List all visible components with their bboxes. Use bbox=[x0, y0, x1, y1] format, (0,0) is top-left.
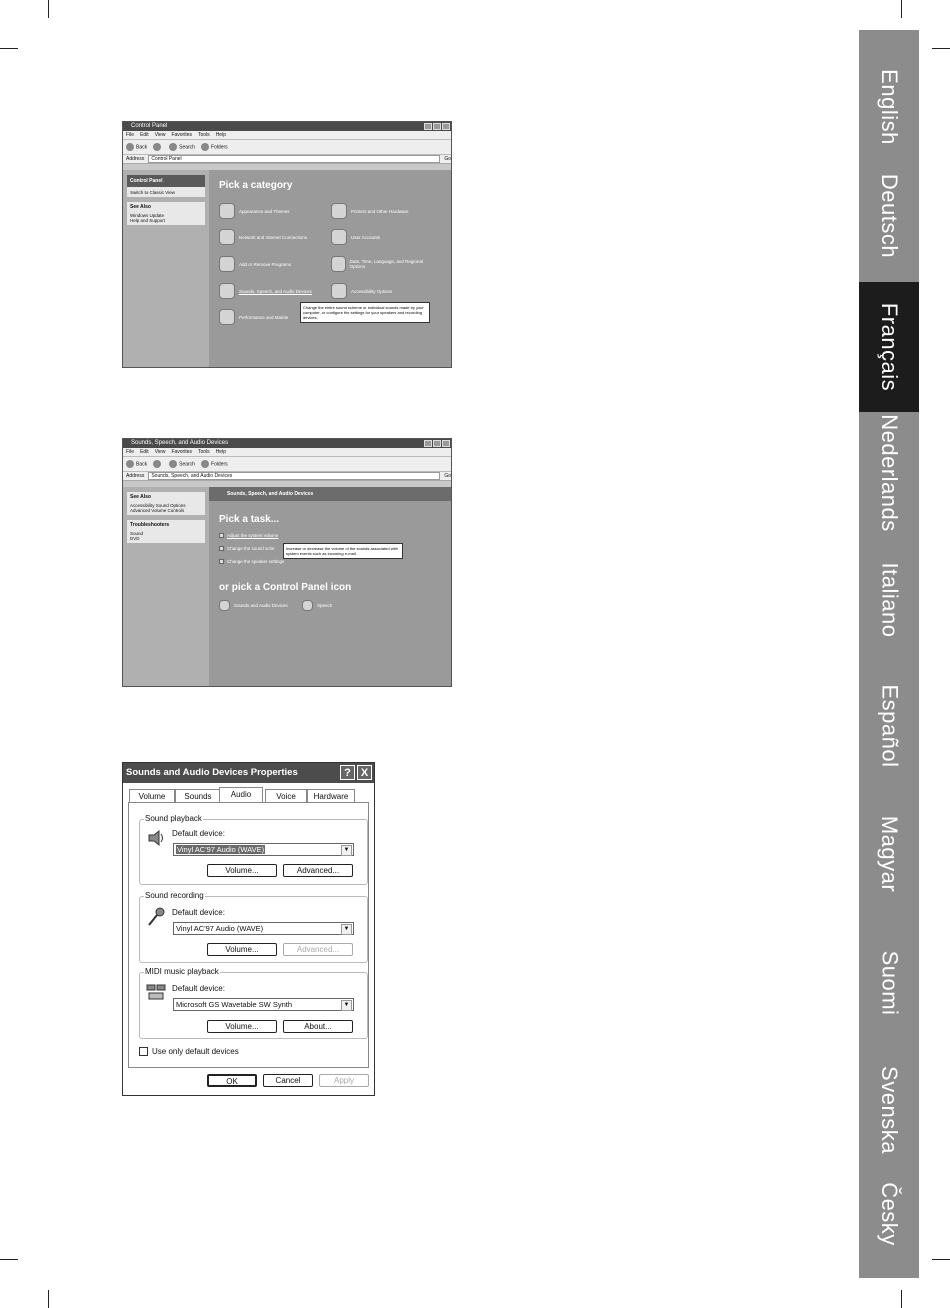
see-also-link[interactable]: Accessibility Sound Options bbox=[130, 503, 186, 508]
menu-edit[interactable]: Edit bbox=[140, 132, 149, 138]
category-label: Date, Time, Language, and Regional Options bbox=[349, 259, 423, 269]
dialog-titlebar bbox=[123, 763, 374, 783]
icon-sounds-audio[interactable] bbox=[219, 600, 288, 611]
audio-tab-page bbox=[128, 802, 369, 1068]
menu-favorites[interactable]: Favorites bbox=[171, 132, 192, 138]
menu-help[interactable]: Help bbox=[215, 449, 226, 455]
crop-mark bbox=[0, 48, 18, 49]
category-printers[interactable] bbox=[331, 203, 409, 219]
forward-icon[interactable] bbox=[153, 460, 161, 468]
select-value: Microsoft GS Wavetable SW Synth bbox=[176, 1000, 293, 1009]
checkbox-label: Use only default devices bbox=[152, 1047, 239, 1056]
lang-label: Magyar bbox=[877, 815, 903, 893]
minimize-button[interactable] bbox=[424, 123, 432, 130]
back-label: Back bbox=[136, 144, 148, 151]
see-also-link[interactable]: Help and Support bbox=[130, 218, 166, 223]
banner-label: Sounds, Speech, and Audio Devices bbox=[227, 491, 314, 497]
category-sounds[interactable] bbox=[219, 283, 312, 299]
window-title: Sounds, Speech, and Audio Devices bbox=[131, 440, 229, 446]
task-arrow-icon bbox=[219, 533, 224, 538]
back-icon bbox=[126, 143, 134, 151]
speaker-icon bbox=[146, 828, 166, 848]
microphone-icon bbox=[146, 907, 166, 927]
close-button[interactable] bbox=[442, 123, 450, 130]
default-device-label: Default device: bbox=[172, 908, 225, 917]
panel-title: Control Panel bbox=[127, 175, 205, 187]
tab-volume[interactable]: Volume bbox=[129, 789, 175, 802]
address-label: Address bbox=[126, 473, 145, 479]
search-label: Search bbox=[179, 144, 195, 151]
crop-mark bbox=[932, 1259, 950, 1260]
folders-label: Folders bbox=[210, 461, 228, 468]
use-default-devices-checkbox[interactable] bbox=[139, 1047, 239, 1056]
menu-file[interactable]: File bbox=[126, 132, 135, 138]
task-arrow-icon bbox=[219, 546, 224, 551]
maximize-button[interactable] bbox=[433, 440, 441, 447]
crop-mark bbox=[901, 1290, 902, 1308]
window-titlebar bbox=[123, 439, 451, 448]
default-device-label: Default device: bbox=[172, 829, 225, 838]
recording-device-select[interactable] bbox=[173, 922, 354, 935]
pick-icon-heading: or pick a Control Panel icon bbox=[219, 582, 352, 593]
help-button[interactable]: ? bbox=[340, 765, 355, 780]
menu-tools[interactable]: Tools bbox=[198, 449, 210, 455]
tab-audio[interactable]: Audio bbox=[219, 787, 263, 803]
tooltip: Change the entire sound scheme or individual sounds made by your computer, or configure the settings for your speakers and recording devices. bbox=[300, 302, 430, 323]
printer-icon bbox=[331, 203, 347, 219]
network-icon bbox=[219, 229, 235, 245]
performance-icon bbox=[219, 309, 235, 325]
tab-voice[interactable]: Voice bbox=[265, 789, 307, 802]
ok-button[interactable]: OK bbox=[207, 1074, 257, 1087]
toolbar bbox=[123, 140, 451, 155]
lang-label: Español bbox=[877, 684, 903, 768]
folders-icon bbox=[201, 460, 209, 468]
midi-volume-button[interactable]: Volume... bbox=[207, 1020, 277, 1033]
lang-tab-suomi[interactable] bbox=[859, 918, 919, 1048]
troubleshooters-box bbox=[127, 520, 205, 543]
control-panel-box bbox=[127, 175, 205, 197]
go-button[interactable]: Go bbox=[444, 156, 451, 162]
folders-icon bbox=[201, 143, 209, 151]
lang-label: Français bbox=[877, 302, 903, 392]
folders-label: Folders bbox=[210, 144, 228, 151]
address-bar bbox=[123, 155, 451, 164]
lang-label: Italiano bbox=[877, 562, 903, 638]
apply-button[interactable]: Apply bbox=[319, 1074, 369, 1087]
see-also-box bbox=[127, 202, 205, 225]
appearance-icon bbox=[219, 203, 235, 219]
midi-device-select[interactable] bbox=[173, 998, 354, 1011]
search-icon bbox=[169, 460, 177, 468]
recording-volume-button[interactable]: Volume... bbox=[207, 943, 277, 956]
menu-help[interactable]: Help bbox=[215, 132, 226, 138]
select-value: Vinyl AC'97 Audio (WAVE) bbox=[176, 924, 264, 933]
midi-playback-group bbox=[139, 967, 368, 1039]
switch-view-link[interactable]: Switch to Classic View bbox=[130, 190, 175, 195]
address-bar bbox=[123, 472, 451, 481]
address-field[interactable]: Control Panel bbox=[148, 155, 440, 163]
see-also-title: See Also bbox=[130, 494, 151, 500]
speech-icon bbox=[302, 600, 313, 611]
cancel-button[interactable]: Cancel bbox=[263, 1074, 313, 1087]
category-accessibility[interactable] bbox=[331, 283, 392, 299]
chevron-down-icon: ▼ bbox=[341, 845, 352, 856]
lang-tab-deutsch[interactable] bbox=[859, 151, 919, 281]
dialog-title: Sounds and Audio Devices Properties bbox=[126, 767, 298, 778]
playback-volume-button[interactable]: Volume... bbox=[207, 864, 277, 877]
tooltip: Increase or decrease the volume of the sounds associated with system events such as incoming e-mail. bbox=[283, 543, 403, 559]
category-appearance[interactable] bbox=[219, 203, 289, 219]
see-also-link[interactable]: Advanced Volume Controls bbox=[130, 508, 185, 513]
search-button[interactable] bbox=[169, 143, 195, 151]
tab-hardware[interactable]: Hardware bbox=[307, 789, 355, 802]
category-banner bbox=[209, 487, 451, 501]
task-label: Change the sound sche bbox=[227, 546, 275, 551]
category-performance[interactable] bbox=[219, 309, 288, 325]
sound-recording-group bbox=[139, 891, 368, 963]
crop-mark bbox=[932, 48, 950, 49]
group-label: Sound playback bbox=[145, 814, 202, 823]
chevron-down-icon: ▼ bbox=[341, 924, 352, 935]
lang-tab-espanol[interactable] bbox=[859, 661, 919, 791]
lang-label: Suomi bbox=[877, 950, 903, 1016]
menu-bar bbox=[123, 448, 451, 457]
category-label: Add or Remove Programs bbox=[239, 261, 292, 267]
sounds-speech-window bbox=[122, 438, 452, 687]
default-device-label: Default device: bbox=[172, 984, 225, 993]
main-pane bbox=[209, 487, 451, 686]
speaker-icon bbox=[219, 600, 230, 611]
menu-bar bbox=[123, 131, 451, 140]
crop-mark bbox=[0, 1259, 18, 1260]
lang-label: Česky bbox=[877, 1182, 902, 1246]
search-icon bbox=[169, 143, 177, 151]
category-label: Accessibility Options bbox=[351, 288, 393, 294]
task-pane bbox=[123, 170, 209, 367]
lang-label: Nederlands bbox=[877, 414, 903, 532]
window-titlebar bbox=[123, 122, 451, 131]
search-button[interactable] bbox=[169, 460, 195, 468]
folders-button[interactable] bbox=[201, 460, 228, 468]
category-date-time[interactable] bbox=[331, 256, 431, 272]
menu-view[interactable]: View bbox=[154, 449, 166, 455]
music-note-icon bbox=[219, 283, 235, 299]
category-label: Performance and Mainte bbox=[239, 314, 289, 320]
clock-icon bbox=[331, 256, 346, 272]
programs-icon bbox=[219, 256, 235, 272]
sounds-audio-properties-dialog bbox=[122, 762, 375, 1096]
midi-about-button[interactable]: About... bbox=[283, 1020, 353, 1033]
back-button[interactable] bbox=[126, 143, 147, 151]
crop-mark bbox=[48, 0, 49, 18]
close-button[interactable] bbox=[442, 440, 450, 447]
address-label: Address bbox=[126, 156, 145, 162]
menu-tools[interactable]: Tools bbox=[198, 132, 210, 138]
group-label: MIDI music playback bbox=[145, 967, 219, 976]
minimize-button[interactable] bbox=[424, 440, 432, 447]
task-arrow-icon bbox=[219, 559, 224, 564]
back-label: Back bbox=[136, 461, 148, 468]
playback-advanced-button[interactable]: Advanced... bbox=[283, 864, 353, 877]
pick-task-heading: Pick a task... bbox=[219, 514, 280, 525]
lang-tab-cesky[interactable] bbox=[859, 1149, 919, 1279]
back-icon bbox=[126, 460, 134, 468]
select-value: Vinyl AC'97 Audio (WAVE) bbox=[177, 845, 265, 854]
task-label: Change the speaker settings bbox=[227, 559, 285, 564]
midi-keyboard-icon bbox=[146, 981, 166, 1001]
folders-button[interactable] bbox=[201, 143, 228, 151]
category-label: User Accounts bbox=[351, 234, 381, 240]
lang-tab-italiano[interactable] bbox=[859, 535, 919, 665]
maximize-button[interactable] bbox=[433, 123, 441, 130]
back-button[interactable] bbox=[126, 460, 147, 468]
sound-playback-group bbox=[139, 814, 368, 885]
forward-icon[interactable] bbox=[153, 143, 161, 151]
troubleshooters-title: Troubleshooters bbox=[130, 522, 170, 528]
see-also-link[interactable]: Windows Update bbox=[130, 213, 165, 218]
accessibility-icon bbox=[331, 283, 347, 299]
close-button[interactable]: X bbox=[357, 765, 372, 780]
lang-label: Svenska bbox=[877, 1066, 903, 1154]
lang-tab-nederlands[interactable] bbox=[859, 408, 919, 538]
lang-label: English bbox=[877, 69, 902, 145]
troubleshooter-link[interactable]: Sound bbox=[130, 531, 144, 536]
lang-tab-magyar[interactable] bbox=[859, 789, 919, 919]
search-label: Search bbox=[179, 461, 195, 468]
task-speaker-settings[interactable] bbox=[219, 559, 284, 564]
category-label: Network and Internet Connections bbox=[239, 234, 308, 240]
playback-device-select[interactable] bbox=[173, 843, 354, 856]
lang-label: Deutsch bbox=[877, 173, 902, 259]
users-icon bbox=[331, 229, 347, 245]
menu-favorites[interactable]: Favorites bbox=[171, 449, 192, 455]
task-change-scheme[interactable] bbox=[219, 546, 275, 551]
menu-edit[interactable]: Edit bbox=[140, 449, 149, 455]
category-label: Printers and Other Hardware bbox=[351, 208, 409, 214]
troubleshooter-link[interactable]: DVD bbox=[130, 536, 140, 541]
category-user-accounts[interactable] bbox=[331, 229, 380, 245]
recording-advanced-button[interactable]: Advanced... bbox=[283, 943, 353, 956]
icon-label: Speech bbox=[317, 603, 333, 608]
control-panel-window bbox=[122, 121, 452, 368]
crop-mark bbox=[901, 0, 902, 18]
see-also-title: See Also bbox=[130, 204, 151, 210]
icon-speech[interactable] bbox=[302, 600, 332, 611]
crop-mark bbox=[48, 1290, 49, 1308]
main-pane bbox=[209, 170, 451, 367]
category-add-remove[interactable] bbox=[219, 256, 291, 272]
tab-sounds[interactable]: Sounds bbox=[175, 789, 221, 802]
checkbox-box bbox=[139, 1047, 148, 1056]
address-field[interactable]: Sounds, Speech, and Audio Devices bbox=[148, 472, 440, 480]
task-pane bbox=[123, 487, 209, 686]
icon-label: Sounds and Audio Devices bbox=[234, 603, 288, 608]
window-title: Control Panel bbox=[131, 123, 168, 129]
toolbar bbox=[123, 457, 451, 472]
chevron-down-icon: ▼ bbox=[341, 1000, 352, 1011]
category-label: Appearance and Themes bbox=[239, 208, 290, 214]
category-network[interactable] bbox=[219, 229, 307, 245]
lang-tab-francais[interactable] bbox=[859, 282, 919, 412]
language-tabs bbox=[859, 30, 919, 1278]
menu-view[interactable]: View bbox=[154, 132, 166, 138]
task-label: Adjust the system volume bbox=[227, 533, 279, 538]
pick-category-heading: Pick a category bbox=[219, 180, 293, 191]
menu-file[interactable]: File bbox=[126, 449, 135, 455]
task-adjust-volume[interactable] bbox=[219, 533, 278, 538]
see-also-box bbox=[127, 492, 205, 515]
group-label: Sound recording bbox=[145, 891, 204, 900]
go-button[interactable]: Go bbox=[444, 473, 451, 479]
category-label: Sounds, Speech, and Audio Devices bbox=[239, 288, 312, 294]
